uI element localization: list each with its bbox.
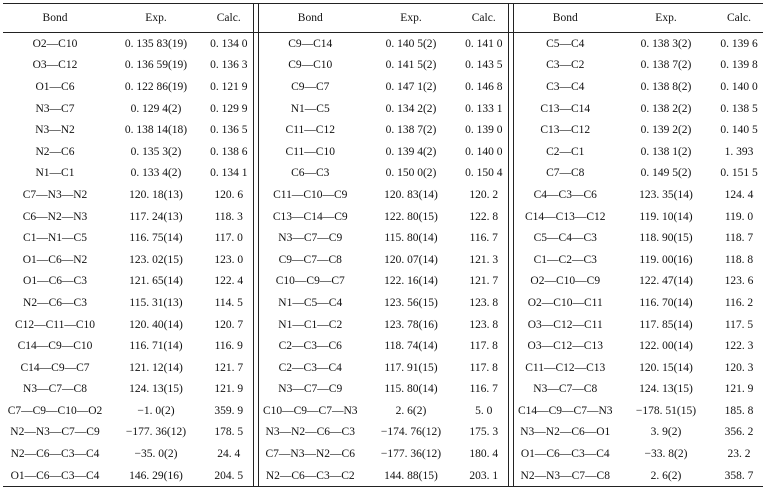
exp-cell: 118. 74(14) — [384, 340, 438, 353]
bond-cell: C7—N3—N2 — [22, 188, 88, 201]
exp-cell: 120. 40(14) — [129, 318, 183, 331]
calc-cell: 120. 7 — [214, 318, 244, 331]
calc-cell: 124. 4 — [724, 188, 754, 201]
table-row — [3, 357, 763, 379]
calc-cell: 116. 9 — [214, 340, 243, 353]
bond-cell: N2—C6 — [35, 145, 75, 158]
exp-cell: 122. 16(14) — [384, 275, 438, 288]
bond-cell: N3—C7 — [35, 102, 75, 115]
exp-cell: 0. 150 0(2) — [385, 167, 437, 180]
exp-cell: 0. 138 7(2) — [385, 124, 437, 137]
exp-cell: 117. 85(14) — [639, 318, 693, 331]
exp-cell: 0. 147 1(2) — [385, 80, 437, 93]
bond-cell: O1—C6—N2 — [22, 253, 88, 266]
calc-cell: 24. 4 — [217, 448, 241, 461]
exp-cell: 0. 138 3(2) — [640, 37, 692, 50]
header-row — [3, 4, 763, 33]
bond-cell: C3—C2 — [546, 59, 585, 72]
bond-cell: C11—C10—C9 — [273, 188, 348, 201]
bond-cell: O1—C6—C3—C4 — [520, 448, 610, 461]
header-exp: Exp. — [145, 12, 167, 24]
bond-cell: C2—C3—C6 — [278, 340, 342, 353]
calc-cell: 204. 5 — [214, 469, 244, 482]
calc-cell: 121. 9 — [214, 383, 244, 396]
bond-cell: N1—C1—C2 — [278, 318, 343, 331]
header-bond: Bond — [297, 12, 323, 24]
calc-cell: 5. 0 — [475, 404, 493, 417]
exp-cell: −35. 0(2) — [134, 448, 178, 461]
bond-cell: N2—C6—C3—C2 — [265, 469, 355, 482]
header-bond: Bond — [552, 12, 578, 24]
table-row — [3, 98, 763, 120]
bond-cell: N3—N2—C6—O1 — [520, 426, 611, 439]
bond-cell: C1—N1—C5 — [23, 232, 87, 245]
header-calc: Calc. — [471, 12, 496, 24]
exp-cell: 116. 75(14) — [129, 232, 183, 245]
calc-cell: 120. 2 — [469, 188, 499, 201]
bond-cell: C13—C14—C9 — [272, 210, 348, 223]
bond-cell: O1—C6 — [35, 80, 75, 93]
table-row — [3, 55, 763, 77]
calc-cell: 0. 138 5 — [720, 102, 758, 115]
calc-cell: 0. 134 0 — [210, 37, 248, 50]
exp-cell: 146. 29(16) — [129, 469, 183, 482]
bond-cell: O2—C10—C11 — [527, 296, 603, 309]
exp-cell: 2. 6(2) — [395, 404, 427, 417]
exp-cell: 120. 18(13) — [129, 188, 183, 201]
exp-cell: 123. 78(16) — [384, 318, 438, 331]
exp-cell: 118. 90(15) — [639, 232, 693, 245]
exp-cell: 123. 35(14) — [639, 188, 693, 201]
bond-cell: C9—C14 — [288, 37, 333, 50]
exp-cell: 124. 13(15) — [129, 383, 183, 396]
calc-cell: 0. 121 9 — [210, 80, 248, 93]
bond-cell: C9—C10 — [288, 59, 333, 72]
exp-cell: 0. 149 5(2) — [640, 167, 692, 180]
exp-cell: 116. 71(14) — [129, 340, 183, 353]
exp-cell: 144. 88(15) — [384, 469, 438, 482]
bond-cell: O3—C12—C13 — [527, 340, 603, 353]
calc-cell: 121. 7 — [214, 361, 244, 374]
calc-cell: 0. 140 5 — [720, 124, 758, 137]
calc-cell: 0. 150 4 — [465, 167, 503, 180]
bond-cell: C9—C7—C8 — [278, 253, 342, 266]
table-row — [3, 119, 763, 141]
exp-cell: 115. 31(13) — [129, 296, 183, 309]
calc-cell: 116. 7 — [469, 232, 498, 245]
exp-cell: −1. 0(2) — [137, 404, 175, 417]
bond-cell: C11—C10 — [285, 145, 335, 158]
calc-cell: 117. 0 — [214, 232, 243, 245]
calc-cell: 122. 3 — [724, 340, 754, 353]
bond-cell: N3—N2 — [35, 124, 75, 137]
bond-cell: C14—C13—C12 — [524, 210, 606, 223]
calc-cell: 0. 133 1 — [465, 102, 503, 115]
exp-cell: 0. 140 5(2) — [385, 37, 437, 50]
table-row — [3, 422, 763, 444]
exp-cell: 121. 65(14) — [129, 275, 183, 288]
calc-cell: 116. 7 — [469, 383, 498, 396]
calc-cell: 120. 6 — [214, 188, 244, 201]
bond-cell: C10—C9—C7—N3 — [262, 404, 358, 417]
bond-cell: C3—C4 — [546, 80, 585, 93]
exp-cell: 121. 12(14) — [129, 361, 183, 374]
bond-cell: C5—C4—C3 — [533, 232, 597, 245]
calc-cell: 0. 151 5 — [720, 167, 758, 180]
exp-cell: −177. 36(12) — [125, 426, 187, 439]
calc-cell: 0. 129 9 — [210, 102, 248, 115]
bond-cell: C1—C2—C3 — [533, 253, 597, 266]
header-exp: Exp. — [400, 12, 422, 24]
exp-cell: 0. 138 2(2) — [640, 102, 692, 115]
table-row — [3, 184, 763, 206]
table-row — [3, 163, 763, 185]
exp-cell: 115. 80(14) — [384, 232, 438, 245]
exp-cell: 0. 138 1(2) — [640, 145, 692, 158]
table-row — [3, 271, 763, 293]
bond-cell: O3—C12—C11 — [527, 318, 603, 331]
calc-cell: 122. 8 — [469, 210, 499, 223]
exp-cell: 122. 47(14) — [639, 275, 693, 288]
exp-cell: −33. 8(2) — [644, 448, 688, 461]
exp-cell: 120. 83(14) — [384, 188, 438, 201]
bond-cell: C7—N3—N2—C6 — [265, 448, 355, 461]
header-bond: Bond — [42, 12, 68, 24]
bond-geometry-table — [3, 3, 763, 487]
data-table-container — [3, 3, 763, 487]
exp-cell: 119. 00(16) — [639, 253, 693, 266]
calc-cell: 116. 2 — [724, 296, 754, 309]
exp-cell: 119. 10(14) — [639, 210, 693, 223]
exp-cell: 0. 138 7(2) — [640, 59, 692, 72]
calc-cell: 180. 4 — [469, 448, 499, 461]
calc-cell: 120. 3 — [724, 361, 754, 374]
exp-cell: 117. 24(13) — [129, 210, 183, 223]
bond-cell: O2—C10—C9 — [530, 275, 601, 288]
bond-cell: N2—C6—C3 — [23, 296, 87, 309]
calc-cell: 121. 7 — [469, 275, 499, 288]
calc-cell: 121. 9 — [724, 383, 754, 396]
bond-cell: C6—N2—N3 — [22, 210, 88, 223]
calc-cell: 0. 139 6 — [720, 37, 758, 50]
exp-cell: 123. 02(15) — [129, 253, 183, 266]
table-row — [3, 314, 763, 336]
bond-cell: N1—C1 — [35, 167, 75, 180]
exp-cell: 0. 136 59(19) — [124, 59, 188, 72]
calc-cell: 358. 7 — [724, 469, 754, 482]
bond-cell: C13—C12 — [540, 124, 591, 137]
calc-cell: 117. 8 — [469, 340, 498, 353]
exp-cell: 0. 135 3(2) — [130, 145, 182, 158]
calc-cell: 356. 2 — [724, 426, 754, 439]
header-exp: Exp. — [655, 12, 677, 24]
exp-cell: 122. 00(14) — [639, 340, 693, 353]
bond-cell: C4—C3—C6 — [533, 188, 597, 201]
bond-cell: C7—C9—C10—O2 — [7, 404, 103, 417]
calc-cell: 0. 146 8 — [465, 80, 503, 93]
exp-cell: 0. 133 4(2) — [130, 167, 182, 180]
bond-cell: O3—C12 — [32, 59, 78, 72]
table-row — [3, 76, 763, 98]
calc-cell: 114. 5 — [214, 296, 243, 309]
calc-cell: 0. 141 0 — [465, 37, 503, 50]
calc-cell: 0. 136 5 — [210, 124, 248, 137]
exp-cell: 0. 135 83(19) — [124, 37, 188, 50]
calc-cell: 118. 7 — [724, 232, 754, 245]
exp-cell: −178. 51(15) — [635, 404, 697, 417]
bond-cell: C14—C9—C7—N3 — [517, 404, 613, 417]
calc-cell: 122. 4 — [214, 275, 244, 288]
table-row — [3, 141, 763, 163]
bond-cell: O1—C6—C3 — [23, 275, 87, 288]
exp-cell: 120. 07(14) — [384, 253, 438, 266]
exp-cell: −174. 76(12) — [380, 426, 442, 439]
bond-cell: N1—C5—C4 — [278, 296, 343, 309]
calc-cell: 117. 5 — [724, 318, 754, 331]
table-row — [3, 379, 763, 401]
bond-cell: C11—C12—C13 — [525, 361, 606, 374]
exp-cell: 117. 91(15) — [384, 361, 438, 374]
calc-cell: 123. 8 — [469, 296, 499, 309]
calc-cell: 185. 8 — [724, 404, 754, 417]
bond-cell: N2—C6—C3—C4 — [10, 448, 100, 461]
calc-cell: 175. 3 — [469, 426, 499, 439]
bond-cell: N3—C7—C8 — [23, 383, 87, 396]
bond-cell: N3—C7—C9 — [278, 232, 343, 245]
bond-cell: O2—C10 — [32, 37, 78, 50]
exp-cell: 0. 122 86(19) — [124, 80, 188, 93]
table-row — [3, 206, 763, 228]
bond-cell: N2—N3—C7—C8 — [520, 469, 610, 482]
calc-cell: 0. 143 5 — [465, 59, 503, 72]
exp-cell: 0. 134 2(2) — [385, 102, 437, 115]
table-row — [3, 400, 763, 422]
calc-cell: 119. 0 — [724, 210, 754, 223]
calc-cell: 117. 8 — [469, 361, 498, 374]
calc-cell: 0. 140 0 — [720, 80, 758, 93]
bond-cell: C13—C14 — [540, 102, 591, 115]
bond-cell: N2—N3—C7—C9 — [10, 426, 100, 439]
bond-cell: C12—C11—C10 — [14, 318, 96, 331]
table-row — [3, 465, 763, 487]
exp-cell: 120. 15(14) — [639, 361, 693, 374]
calc-cell: 0. 139 0 — [465, 124, 503, 137]
calc-cell: 123. 0 — [214, 253, 244, 266]
bond-cell: C2—C1 — [546, 145, 585, 158]
bond-cell: N1—C5 — [290, 102, 330, 115]
bond-cell: O1—C6—C3—C4 — [10, 469, 100, 482]
header-calc: Calc. — [216, 12, 241, 24]
header-calc: Calc. — [727, 12, 751, 24]
exp-cell: 0. 138 8(2) — [640, 80, 692, 93]
bond-cell: N3—C7—C8 — [533, 383, 598, 396]
bond-cell: N3—N2—C6—C3 — [265, 426, 355, 439]
table-row — [3, 443, 763, 465]
bond-cell: C9—C7 — [291, 80, 330, 93]
exp-cell: 0. 139 2(2) — [640, 124, 692, 137]
bond-cell: C5—C4 — [546, 37, 585, 50]
calc-cell: 359. 9 — [214, 404, 244, 417]
bond-cell: C2—C3—C4 — [278, 361, 342, 374]
calc-cell: 0. 140 0 — [465, 145, 503, 158]
calc-cell: 1. 393 — [724, 145, 754, 158]
exp-cell: 124. 13(15) — [639, 383, 693, 396]
exp-cell: 122. 80(15) — [384, 210, 438, 223]
bond-cell: N3—C7—C9 — [278, 383, 343, 396]
bond-cell: C14—C9—C10 — [17, 340, 93, 353]
exp-cell: −177. 36(12) — [380, 448, 442, 461]
exp-cell: 115. 80(14) — [384, 383, 438, 396]
bond-cell: C6—C3 — [291, 167, 330, 180]
calc-cell: 123. 6 — [724, 275, 754, 288]
table-row — [3, 249, 763, 271]
calc-cell: 121. 3 — [469, 253, 499, 266]
bond-cell: C11—C12 — [285, 124, 335, 137]
table-row — [3, 335, 763, 357]
bond-cell: C7—C8 — [546, 167, 585, 180]
table-row — [3, 292, 763, 314]
exp-cell: 0. 141 5(2) — [385, 59, 437, 72]
bond-cell: C14—C9—C7 — [20, 361, 90, 374]
exp-cell: 3. 9(2) — [650, 426, 682, 439]
calc-cell: 118. 8 — [724, 253, 754, 266]
table-row — [3, 33, 763, 55]
calc-cell: 0. 138 6 — [210, 145, 248, 158]
calc-cell: 178. 5 — [214, 426, 244, 439]
calc-cell: 0. 136 3 — [210, 59, 248, 72]
table-body — [3, 33, 763, 487]
calc-cell: 123. 8 — [469, 318, 499, 331]
bond-cell: C10—C9—C7 — [275, 275, 345, 288]
exp-cell: 2. 6(2) — [650, 469, 682, 482]
exp-cell: 0. 139 4(2) — [385, 145, 437, 158]
exp-cell: 123. 56(15) — [384, 296, 438, 309]
exp-cell: 116. 70(14) — [639, 296, 693, 309]
exp-cell: 0. 138 14(18) — [124, 124, 188, 137]
calc-cell: 0. 134 1 — [210, 167, 248, 180]
calc-cell: 23. 2 — [727, 448, 751, 461]
calc-cell: 0. 139 8 — [720, 59, 758, 72]
calc-cell: 118. 3 — [214, 210, 243, 223]
table-row — [3, 227, 763, 249]
exp-cell: 0. 129 4(2) — [130, 102, 182, 115]
calc-cell: 203. 1 — [469, 469, 499, 482]
